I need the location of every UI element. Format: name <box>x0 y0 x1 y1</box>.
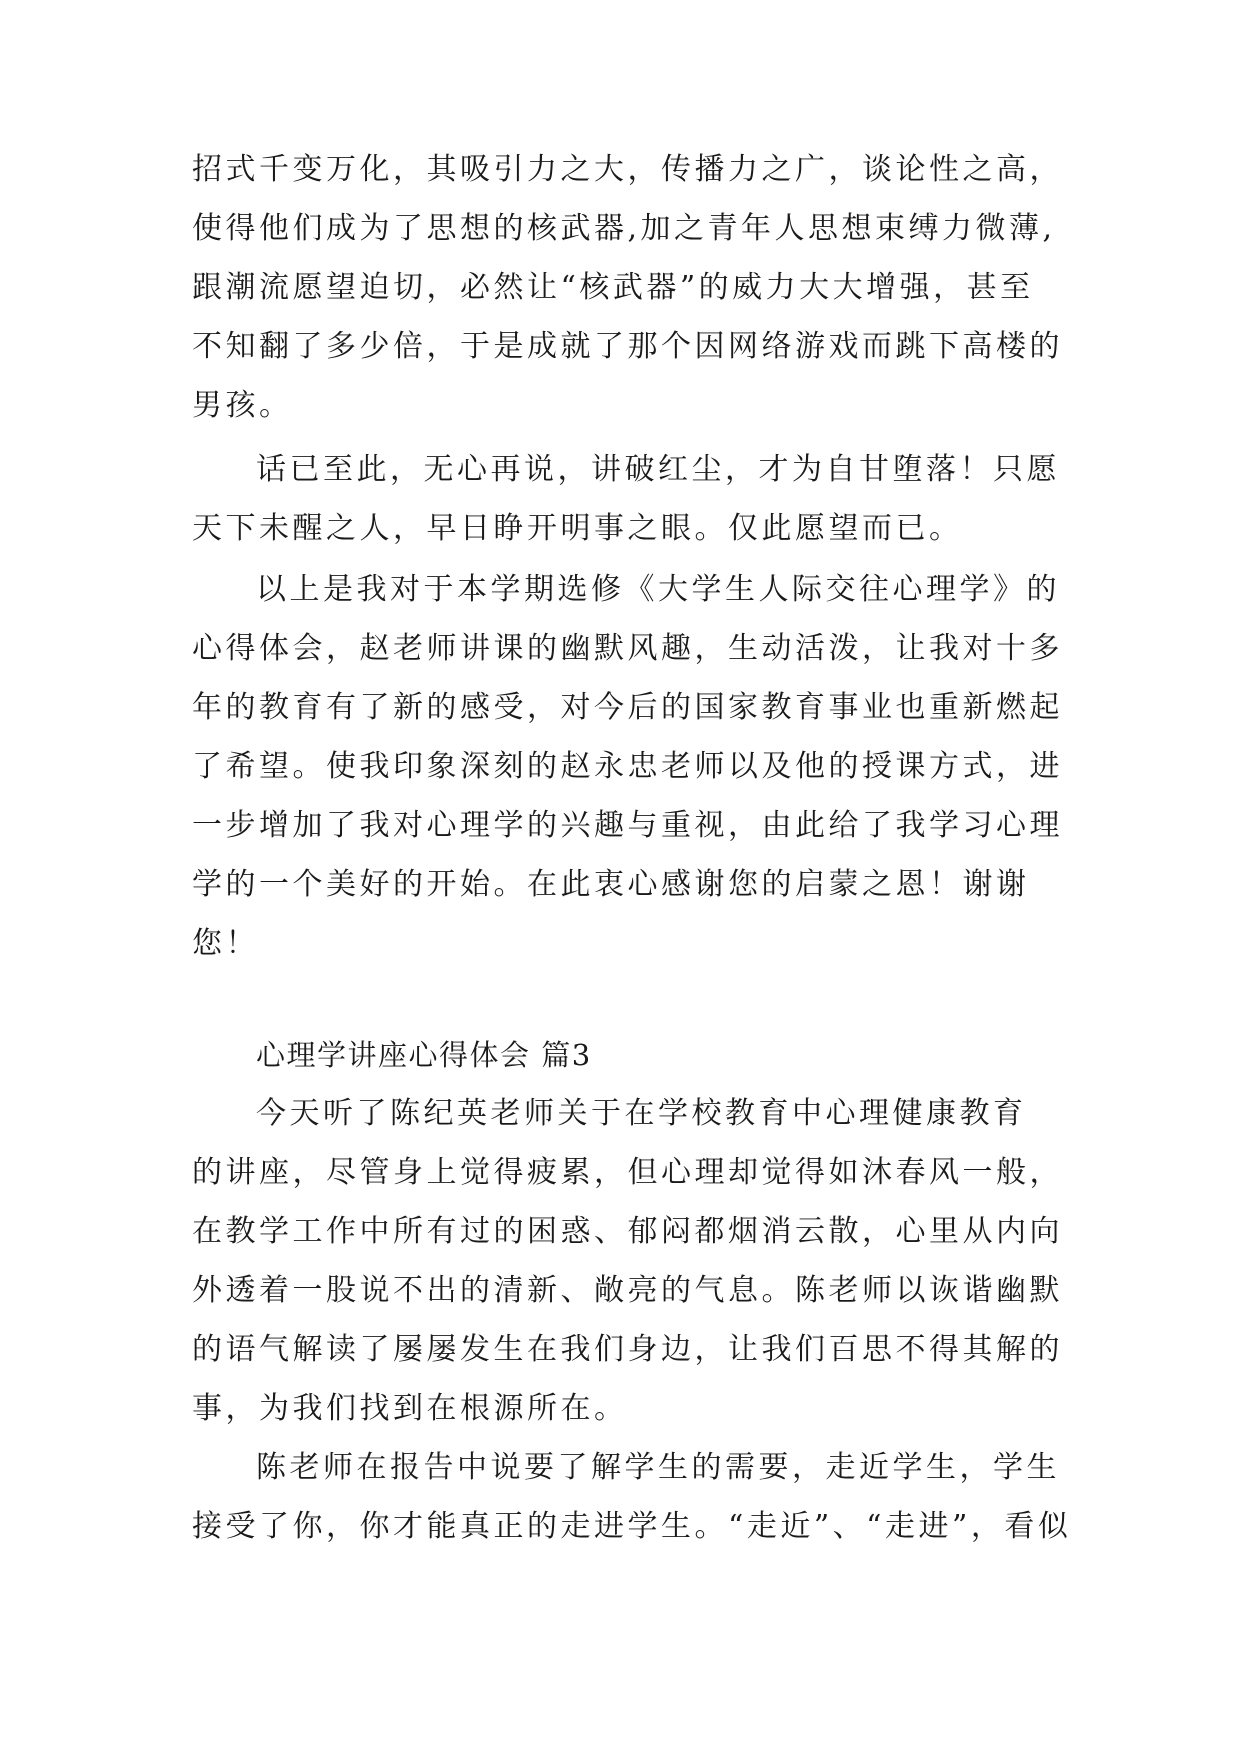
paragraph-3 <box>192 560 1092 973</box>
text-line: 事，为我们找到在根源所在。 <box>192 1391 628 1426</box>
text-line: 陈老师在报告中说要了解学生的需要，走近学生，学生 <box>256 1450 1060 1485</box>
text-line: 跟潮流愿望迫切，必然让“核武器”的威力大大增强，甚至 <box>192 270 1034 305</box>
text-line: 您！ <box>192 926 259 961</box>
text-line: 招式千变万化，其吸引力之大，传播力之广，谈论性之高， <box>192 152 1063 187</box>
paragraph-5 <box>192 1438 1092 1556</box>
text-line: 一步增加了我对心理学的兴趣与重视，由此给了我学习心理 <box>192 808 1063 843</box>
text-line: 年的教育有了新的感受，对今后的国家教育事业也重新燃起 <box>192 690 1063 725</box>
text-line: 外透着一股说不出的清新、敞亮的气息。陈老师以诙谐幽默 <box>192 1273 1063 1308</box>
text-line: 男孩。 <box>192 388 293 423</box>
paragraph-1 <box>192 140 1092 435</box>
text-line: 学的一个美好的开始。在此衷心感谢您的启蒙之恩！谢谢 <box>192 867 1030 902</box>
section-heading: 心理学讲座心得体会 篇3 <box>256 1038 592 1072</box>
text-line: 话已至此，无心再说，讲破红尘，才为自甘堕落！只愿 <box>256 452 1060 487</box>
text-line: 的语气解读了屡屡发生在我们身边，让我们百思不得其解的 <box>192 1332 1063 1367</box>
paragraph-2 <box>192 440 1092 558</box>
text-line: 的讲座，尽管身上觉得疲累，但心理却觉得如沐春风一般， <box>192 1155 1063 1190</box>
text-line: 使得他们成为了思想的核武器,加之青年人思想束缚力微薄, <box>192 211 1056 246</box>
text-line: 心得体会，赵老师讲课的幽默风趣，生动活泼，让我对十多 <box>192 631 1063 666</box>
text-line: 今天听了陈纪英老师关于在学校教育中心理健康教育 <box>256 1096 1027 1131</box>
text-line: 天下未醒之人，早日睁开明事之眼。仅此愿望而已。 <box>192 511 963 546</box>
text-line: 在教学工作中所有过的困惑、郁闷都烟消云散，心里从内向 <box>192 1214 1063 1249</box>
text-line: 不知翻了多少倍，于是成就了那个因网络游戏而跳下高楼的 <box>192 329 1063 364</box>
text-line: 接受了你，你才能真正的走进学生。“走近”、“走进”，看似 <box>192 1509 1072 1544</box>
text-line: 了希望。使我印象深刻的赵永忠老师以及他的授课方式，进 <box>192 749 1063 784</box>
text-line: 以上是我对于本学期选修《大学生人际交往心理学》的 <box>256 572 1060 607</box>
paragraph-4 <box>192 1084 1092 1438</box>
